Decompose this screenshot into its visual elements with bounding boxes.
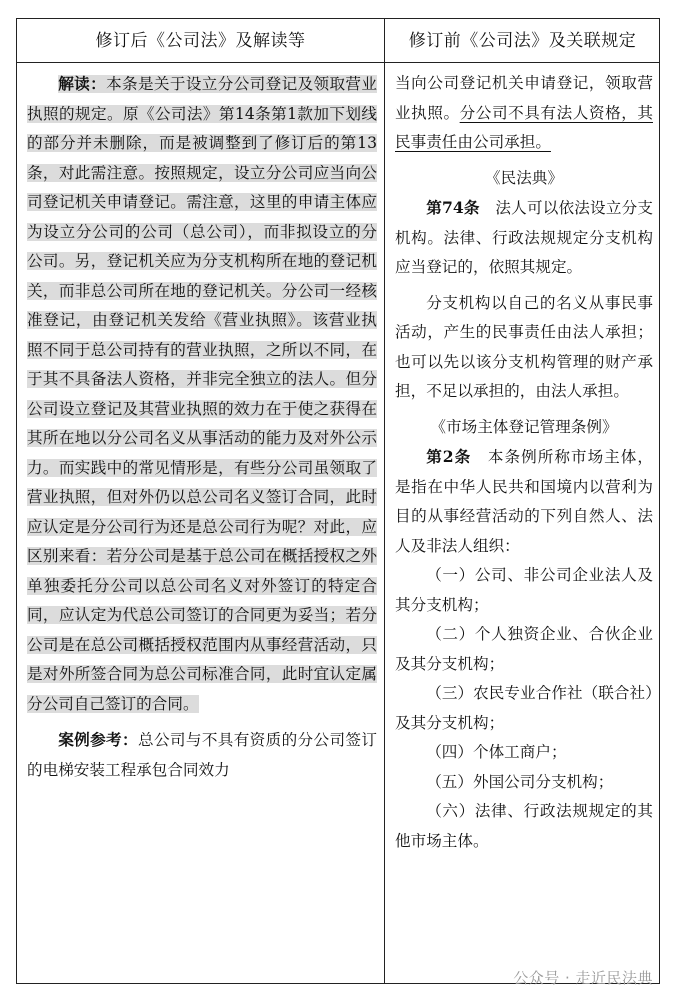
regulation-title: 《市场主体登记管理条例》: [430, 417, 618, 436]
interpretation-text: 本条是关于设立分公司登记及领取营业执照的规定。原《公司法》第14条第1款加下划线的部分并未删除，而是被调整到了修订后的第13条，对此需注意。按照规定，设立分公司应当向公司登记机关申请登记。需注意，这里的申请主体应为设立分公司的公司（总公司），而非拟设立的分公司。另，登记机关应为分支机构所在地的登记机关，而非总公司所在地的登记机关。分公司一经核准登记，由登记机关发给《营业执照》。该营业执照不同于总公司持有的营业执照，之所以不同，在于其不具备法人资格，并非完全独立的法人。但分公司设立登记及其营业执照的效力在于使之获得在其所在地以分公司名义从事活动的能力及对外公示力。而实践中的常见情形是，有些分公司虽领取了营业执照，但对外仍以总公司名义签订合同，此时应认定是分公司行为还是总公司行为呢？对此，应区别来看：若分公司是基于总公司在概括授权之外单独委托分公司以总公司名义对外签订的特定合同，应认定为代总公司签订的合同更为妥当；若分公司是在总公司概括授权范围内从事经营活动，只是对外所签合同为总公司标准合同，此时宜认定属分公司自己签订的合同。: [27, 75, 377, 713]
watermark: 公众号 · 走近民法典: [513, 969, 653, 987]
comparison-table: [16, 18, 660, 984]
list-item: （二）个人独资企业、合伙企业及其分支机构；: [395, 625, 653, 673]
interpretation-paragraph: [27, 69, 377, 719]
article-2-text: 本条例所称市场主体，是指在中华人民共和国境内以营利为目的从事经营活动的下列自然人、法人及非法人组织：: [395, 448, 653, 555]
article-74-paragraph-2: 分支机构以自己的名义从事民事活动，产生的民事责任由法人承担；也可以先以该分支机构管理的财产承担，不足以承担的，由法人承担。: [395, 293, 653, 400]
old-law-paragraph: [395, 69, 653, 158]
case-reference-paragraph: [27, 725, 377, 785]
old-law-text: 当向公司登记机关申请登记，领取营业执照。: [395, 74, 653, 122]
left-column: [27, 69, 377, 785]
interpretation-label: 解读：: [58, 74, 107, 93]
list-item: （五）外国公司分支机构；: [426, 772, 614, 791]
case-reference-label: 案例参考：: [58, 730, 138, 749]
article-2-paragraph: [395, 442, 653, 561]
right-column: [395, 69, 653, 856]
old-law-underlined-text: 分公司不具有法人资格，其民事责任由公司承担。: [395, 103, 653, 151]
case-reference-text: 总公司与不具有资质的分公司签订的电梯安装工程承包合同效力: [27, 731, 377, 779]
article-2-label: 第2条: [426, 447, 472, 466]
article-74-text: 法人可以依法设立分支机构。法律、行政法规规定分支机构应当登记的，依照其规定。: [395, 199, 653, 276]
list-item: （四）个体工商户；: [426, 743, 567, 761]
civil-code-title: 《民法典》: [485, 168, 563, 187]
article-74-label: 第74条: [426, 198, 480, 217]
header-right-title: 修订前《公司法》及关联规定: [408, 31, 637, 51]
list-item: （六）法律、行政法规规定的其他市场主体。: [395, 802, 653, 850]
column-divider: [384, 19, 385, 983]
article-74-paragraph: [395, 193, 653, 283]
list-item: （三）农民专业合作社（联合社）及其分支机构；: [395, 684, 653, 732]
table-header: [17, 19, 659, 63]
header-left-title: 修订后《公司法》及解读等: [95, 31, 306, 51]
list-item: （一）公司、非公司企业法人及其分支机构；: [395, 566, 653, 614]
